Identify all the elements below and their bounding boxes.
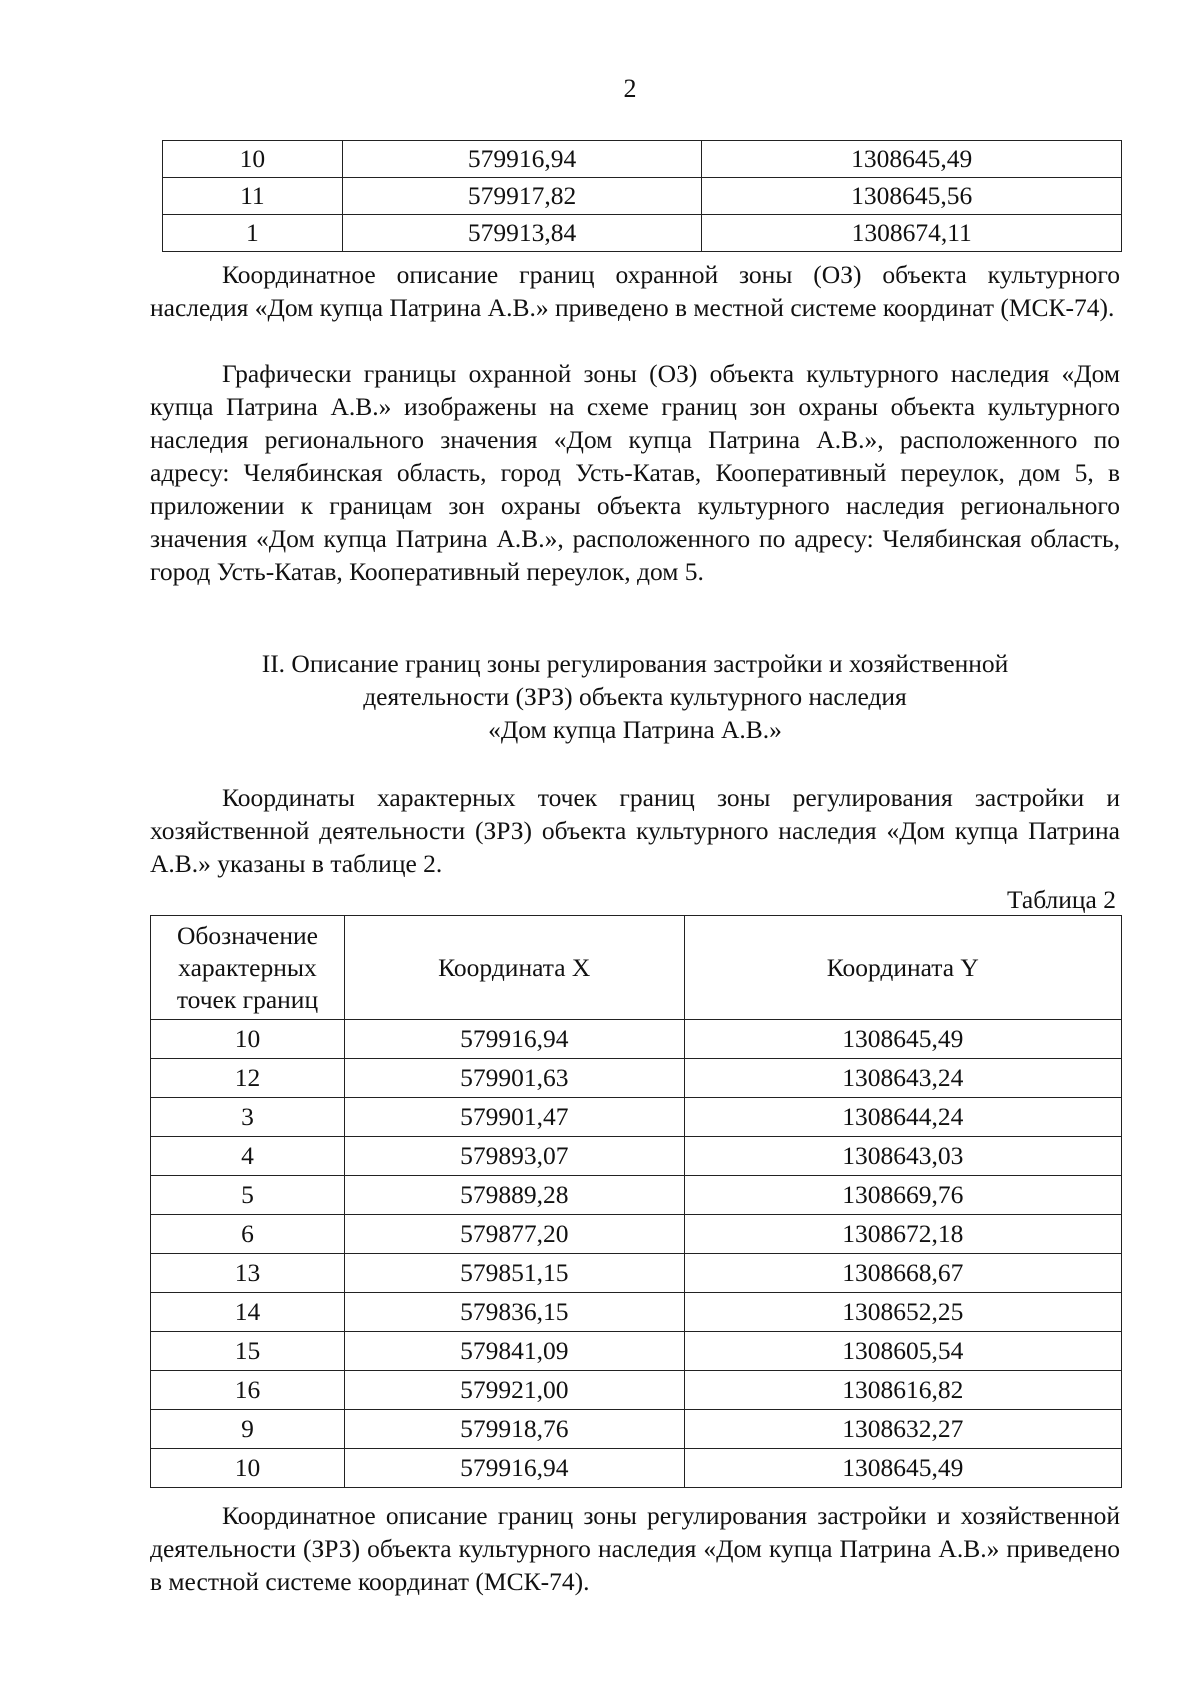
y-cell: 1308605,54 [684,1332,1121,1371]
table-row [151,1293,1122,1332]
y-cell: 1308643,03 [684,1137,1121,1176]
y-cell: 1308645,49 [702,141,1122,178]
y-cell: 1308652,25 [684,1293,1121,1332]
table-header-row [151,916,1122,1020]
y-cell: 1308668,67 [684,1254,1121,1293]
y-cell: 1308674,11 [702,215,1122,252]
point-cell: 13 [151,1254,345,1293]
point-cell: 12 [151,1059,345,1098]
table-row [151,1020,1122,1059]
table-row [151,1371,1122,1410]
x-cell: 579916,94 [344,1449,684,1488]
x-cell: 579913,84 [342,215,702,252]
x-cell: 579917,82 [342,178,702,215]
table-row [163,178,1122,215]
y-cell: 1308645,56 [702,178,1122,215]
point-cell: 10 [163,141,343,178]
y-cell: 1308616,82 [684,1371,1121,1410]
table-row [151,1059,1122,1098]
point-cell: 1 [163,215,343,252]
point-cell: 10 [151,1020,345,1059]
table-row [151,1176,1122,1215]
x-cell: 579889,28 [344,1176,684,1215]
point-cell: 16 [151,1371,345,1410]
zrz-coords-paragraph [150,1499,1120,1598]
y-cell: 1308644,24 [684,1098,1121,1137]
x-cell: 579901,63 [344,1059,684,1098]
table2-caption: Таблица 2 [1006,885,1116,914]
y-cell: 1308669,76 [684,1176,1121,1215]
y-cell: 1308645,49 [684,1449,1121,1488]
point-cell: 3 [151,1098,345,1137]
point-cell: 15 [151,1332,345,1371]
oz-graphic-text: Графически границы охранной зоны (ОЗ) объекта культурного наследия «Дом купца Патрина А.В.» изображены на схеме границ зон охраны объекта культурного наследия регионального значения «Дом купца Патрина А.В.», расположенного по адресу: Челябинская область, город Усть-Катав, Кооперативный переулок, дом 5, в приложении к границам зон охраны объекта культурного наследия регионального значения «Дом купца Патрина А.В.», расположенного по адресу: Челябинская область, город Усть-Катав, Кооперативный переулок, дом 5. [150,359,1120,586]
section-heading-line1: II. Описание границ зоны регулирования застройки и хозяйственной [261,649,1009,678]
point-cell: 6 [151,1215,345,1254]
table-row [151,1215,1122,1254]
x-cell: 579836,15 [344,1293,684,1332]
table-row [151,1137,1122,1176]
table-row [151,1254,1122,1293]
x-cell: 579918,76 [344,1410,684,1449]
table-row [151,1332,1122,1371]
oz-coords-paragraph [150,258,1120,324]
zrz-intro-text: Координаты характерных точек границ зоны регулирования застройки и хозяйственной деятельности (ЗРЗ) объекта культурного наследия «Дом купца Патрина А.В.» указаны в таблице 2. [150,783,1120,878]
table-row [163,141,1122,178]
oz-coords-text: Координатное описание границ охранной зоны (ОЗ) объекта культурного наследия «Дом купца Патрина А.В.» приведено в местной системе координат (МСК-74). [150,260,1120,322]
section-heading [150,647,1120,746]
table-row [151,1098,1122,1137]
x-cell: 579901,47 [344,1098,684,1137]
header-point-designation: Обозначение характерных точек границ [151,916,345,1020]
header-coordinate-x: Координата X [344,916,684,1020]
point-cell: 11 [163,178,343,215]
x-cell: 579893,07 [344,1137,684,1176]
coordinates-table-2 [150,915,1122,1488]
y-cell: 1308643,24 [684,1059,1121,1098]
oz-graphic-paragraph [150,357,1120,588]
table-row [163,215,1122,252]
x-cell: 579877,20 [344,1215,684,1254]
x-cell: 579921,00 [344,1371,684,1410]
point-cell: 14 [151,1293,345,1332]
x-cell: 579916,94 [342,141,702,178]
coordinates-table-continuation [162,140,1122,252]
section-heading-line3: «Дом купца Патрина А.В.» [488,715,782,744]
y-cell: 1308632,27 [684,1410,1121,1449]
y-cell: 1308645,49 [684,1020,1121,1059]
page-number: 2 [623,74,637,103]
x-cell: 579841,09 [344,1332,684,1371]
point-cell: 5 [151,1176,345,1215]
point-cell: 9 [151,1410,345,1449]
zrz-intro-paragraph [150,781,1120,880]
point-cell: 10 [151,1449,345,1488]
table-row [151,1449,1122,1488]
x-cell: 579916,94 [344,1020,684,1059]
header-coordinate-y: Координата Y [684,916,1121,1020]
section-heading-line2: деятельности (ЗРЗ) объекта культурного наследия [363,682,907,711]
point-cell: 4 [151,1137,345,1176]
zrz-coords-text: Координатное описание границ зоны регулирования застройки и хозяйственной деятельности (ЗРЗ) объекта культурного наследия «Дом купца Патрина А.В.» приведено в местной системе координат (МСК-74). [150,1501,1120,1596]
x-cell: 579851,15 [344,1254,684,1293]
y-cell: 1308672,18 [684,1215,1121,1254]
table-row [151,1410,1122,1449]
